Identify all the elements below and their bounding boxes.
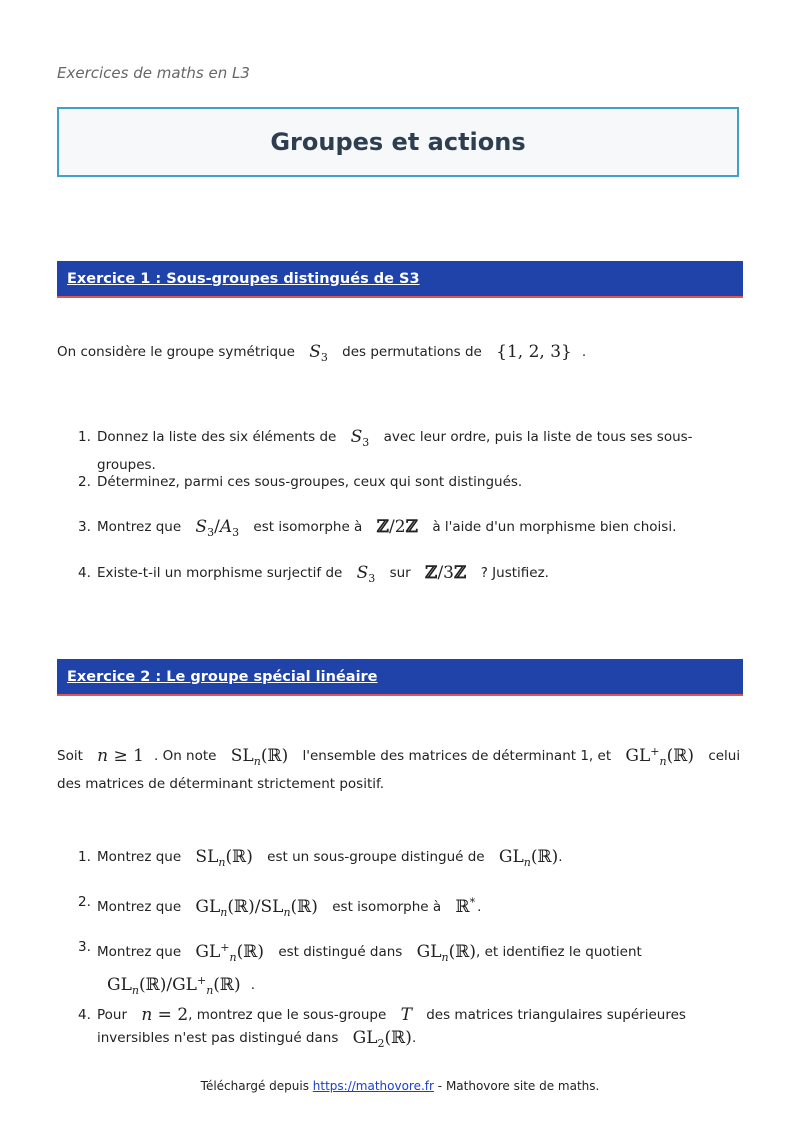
item-text: Montrez que [97, 899, 182, 915]
item-number: 2. [78, 474, 91, 490]
footer [0, 1079, 800, 1093]
math-n-eq-2: n = 2 [141, 1005, 189, 1025]
list-item [78, 426, 748, 477]
item-text: avec leur ordre, puis la liste de tous ses sous-groupes. [97, 429, 693, 473]
math-n-geq-1: n ≥ 1 [97, 746, 144, 766]
item-text: sur [389, 565, 411, 581]
item-text: Existe-t-il un morphisme surjectif de [97, 565, 343, 581]
exercise-2-header [57, 659, 743, 696]
item-text: Montrez que [97, 849, 182, 865]
list-item [78, 1004, 748, 1055]
item-text: Montrez que [97, 519, 182, 535]
footer-text: - Mathovore site de maths. [437, 1079, 600, 1093]
exercise-2-intro [57, 740, 747, 796]
item-text: . [558, 849, 563, 865]
item-text: Déterminez, parmi ces sous-groupes, ceux qui sont distingués. [97, 474, 523, 490]
item-text: Pour [97, 1007, 128, 1023]
intro-text: celui des matrices de déterminant strictement positif. [57, 748, 741, 792]
intro-text: des permutations de [342, 344, 482, 360]
math-z-mod-3z: ℤ/3ℤ [425, 563, 467, 583]
math-gl2: $GL_2(ℝ)$ [352, 1028, 412, 1050]
item-number: 1. [78, 849, 91, 865]
item-text: . [477, 899, 482, 915]
list-item [78, 936, 748, 1002]
item-number: 3. [78, 939, 91, 955]
exercise-1-title: Exercice 1 : Sous-groupes distingués de S3 [67, 270, 420, 287]
item-text: des matrices triangulaires supérieures inversibles n'est pas distingué dans [97, 1007, 686, 1046]
exercise-1-header [57, 261, 743, 298]
math-z-mod-2z: ℤ/2ℤ [376, 517, 419, 537]
list-item [78, 891, 748, 924]
footer-link[interactable]: https://mathovore.fr [312, 1079, 434, 1093]
item-text: est isomorphe à [332, 899, 442, 915]
intro-text: On considère le groupe symétrique [57, 344, 295, 360]
title-box [57, 107, 739, 177]
math-sln: $SL_n(ℝ)$ [230, 746, 289, 768]
math-s3: $S_3$ [356, 563, 376, 585]
item-number: 4. [78, 565, 91, 581]
list-item [78, 471, 748, 494]
math-s3-mod-a3: $S_3/A_3$ [195, 517, 240, 539]
document-subtitle: Exercices de maths en L3 [57, 64, 250, 82]
list-item [78, 516, 748, 544]
item-number: 3. [78, 519, 91, 535]
intro-text: . On note [154, 748, 217, 764]
item-text: est un sous-groupe distingué de [267, 849, 485, 865]
item-number: 2. [78, 894, 91, 910]
item-text: Donnez la liste des six éléments de [97, 429, 337, 445]
math-sln: $SL_n(ℝ)$ [195, 847, 253, 869]
item-text: . [411, 1030, 417, 1046]
item-number: 4. [78, 1007, 91, 1023]
item-number: 1. [78, 429, 91, 445]
intro-text: . [581, 344, 587, 360]
intro-text: Soit [57, 748, 83, 764]
list-item [78, 846, 748, 874]
math-t: T [400, 1005, 412, 1025]
exercise-2-title: Exercice 2 : Le groupe spécial linéaire [67, 668, 378, 685]
math-gln: $GL_n(ℝ)$ [498, 847, 559, 869]
list-item [78, 562, 748, 590]
item-text: Montrez que [97, 944, 182, 960]
math-s3: $S_3$ [309, 342, 328, 364]
math-gln-plus: $GL^+_n(ℝ)$ [625, 745, 695, 768]
item-text: , montrez que le sous-groupe [188, 1007, 387, 1023]
item-text: est isomorphe à [253, 519, 363, 535]
math-r-star: ℝ* [455, 896, 476, 917]
page-title: Groupes et actions [270, 128, 526, 156]
math-set-123: {1, 2, 3} [496, 342, 572, 362]
math-gln-mod-sln: $GL_n(ℝ)/SL_n(ℝ)$ [195, 897, 318, 919]
footer-text: Téléchargé depuis [200, 1079, 309, 1093]
item-text: , et identifiez le quotient [476, 944, 642, 960]
exercise-1-intro [57, 341, 747, 369]
math-gln-plus: $GL^+_n(ℝ)$ [195, 941, 265, 964]
item-text: à l'aide d'un morphisme bien choisi. [432, 519, 677, 535]
item-text: ? Justifiez. [480, 565, 549, 581]
item-text: . [250, 977, 255, 993]
math-gln-mod-gln-plus: $GL_n(ℝ)/GL^+_n(ℝ)$ [107, 974, 241, 997]
math-s3: $S_3$ [350, 427, 370, 449]
item-text: est distingué dans [278, 944, 403, 960]
intro-text: l'ensemble des matrices de déterminant 1, et [302, 748, 612, 764]
math-gln: $GL_n(ℝ)$ [416, 942, 477, 964]
